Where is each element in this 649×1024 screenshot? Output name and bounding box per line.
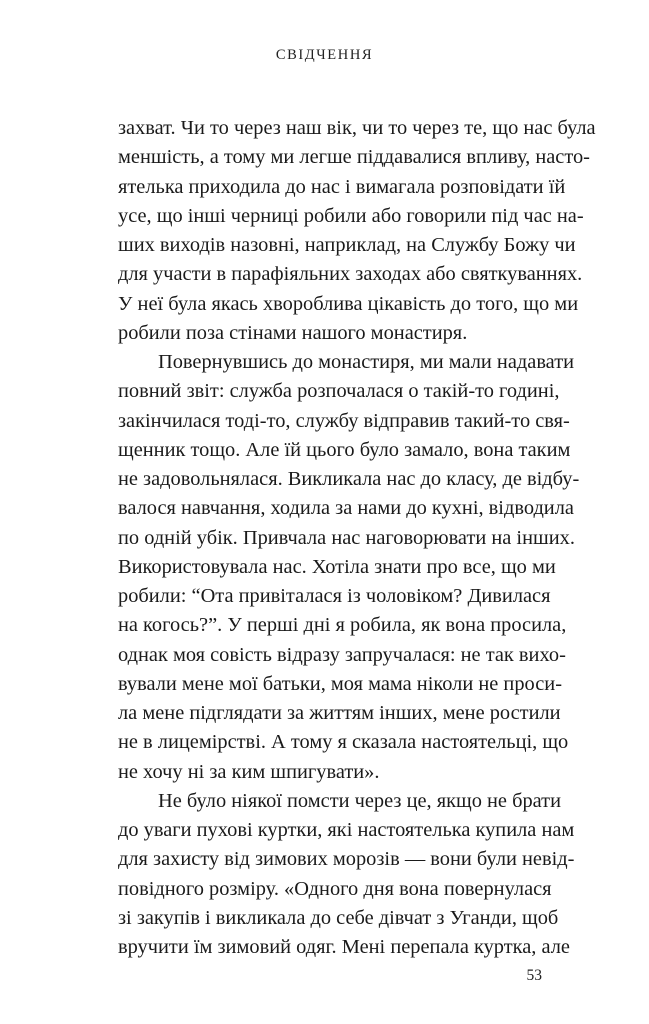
running-head: СВІДЧЕННЯ	[275, 47, 374, 63]
text-line: валося навчання, ходила за нами до кухні, відводила	[118, 497, 574, 520]
text-line: вручити їм зимовий одяг. Мені перепала куртка, але	[118, 936, 570, 958]
text-line: Використовувала нас. Хотіла знати про все, що ми	[118, 555, 556, 578]
text-line: не задовольнялася. Викликала нас до класу, де відбу-	[118, 468, 580, 490]
text-line: для участи в парафіяльних заходах або святкуваннях.	[118, 263, 583, 286]
text-line: щенник тощо. Але їй цього було замало, вона таким	[118, 438, 571, 461]
text-line: однак моя совість відразу запручалася: не так вихо-	[118, 643, 566, 666]
text-line: на когось?”. У перші дні я робила, як вона просила,	[118, 614, 567, 637]
text-line: ла мене підглядати за життям інших, мене ростили	[118, 702, 561, 724]
text-line: вували мене мої батьки, моя мама ніколи не проси-	[118, 672, 562, 695]
text-line: ятелька приходила до нас і вимагала розповідати їй	[118, 175, 566, 198]
text-line: У неї була якась хвороблива цікавість до того, що ми	[118, 292, 579, 315]
text-line: зі закупів і викликала до себе дівчат з Уганди, щоб	[118, 906, 559, 929]
text-line: усе, що інші черниці робили або говорили під час на-	[118, 204, 584, 227]
text-line: Не було ніякої помсти через це, якщо не брати	[158, 789, 561, 812]
text-line: робили: “Ота привіталася із чоловіком? Дивилася	[118, 585, 551, 607]
text-line: по одній убік. Привчала нас наговорювати на інших.	[118, 526, 575, 549]
text-line: Повернувшись до монастиря, ми мали надавати	[158, 351, 575, 373]
page-number: 53	[526, 967, 542, 984]
text-line: для захисту від зимових морозів — вони були невід-	[118, 848, 575, 871]
text-line: закінчилася тоді-то, службу відправив такий-то свя-	[118, 409, 570, 432]
text-line: захват. Чи то через наш вік, чи то через те, що нас була	[118, 117, 596, 139]
text-line: не в лицемірстві. А тому я сказала настоятельці, що	[118, 731, 569, 754]
text-line: меншість, а тому ми легше піддавалися впливу, насто-	[118, 146, 590, 169]
text-line: повідного розміру. «Одного дня вона повернулася	[118, 877, 552, 900]
text-line: не хочу ні за ким шпигувати».	[118, 760, 380, 783]
text-line: до уваги пухові куртки, які настоятелька купила нам	[118, 819, 575, 841]
text-line: ших виходів назовні, наприклад, на Службу Божу чи	[118, 234, 576, 256]
text-line: повний звіт: служба розпочалася о такій-то годині,	[118, 380, 560, 403]
text-line: робили поза стінами нашого монастиря.	[118, 321, 468, 344]
body-text	[118, 114, 596, 962]
